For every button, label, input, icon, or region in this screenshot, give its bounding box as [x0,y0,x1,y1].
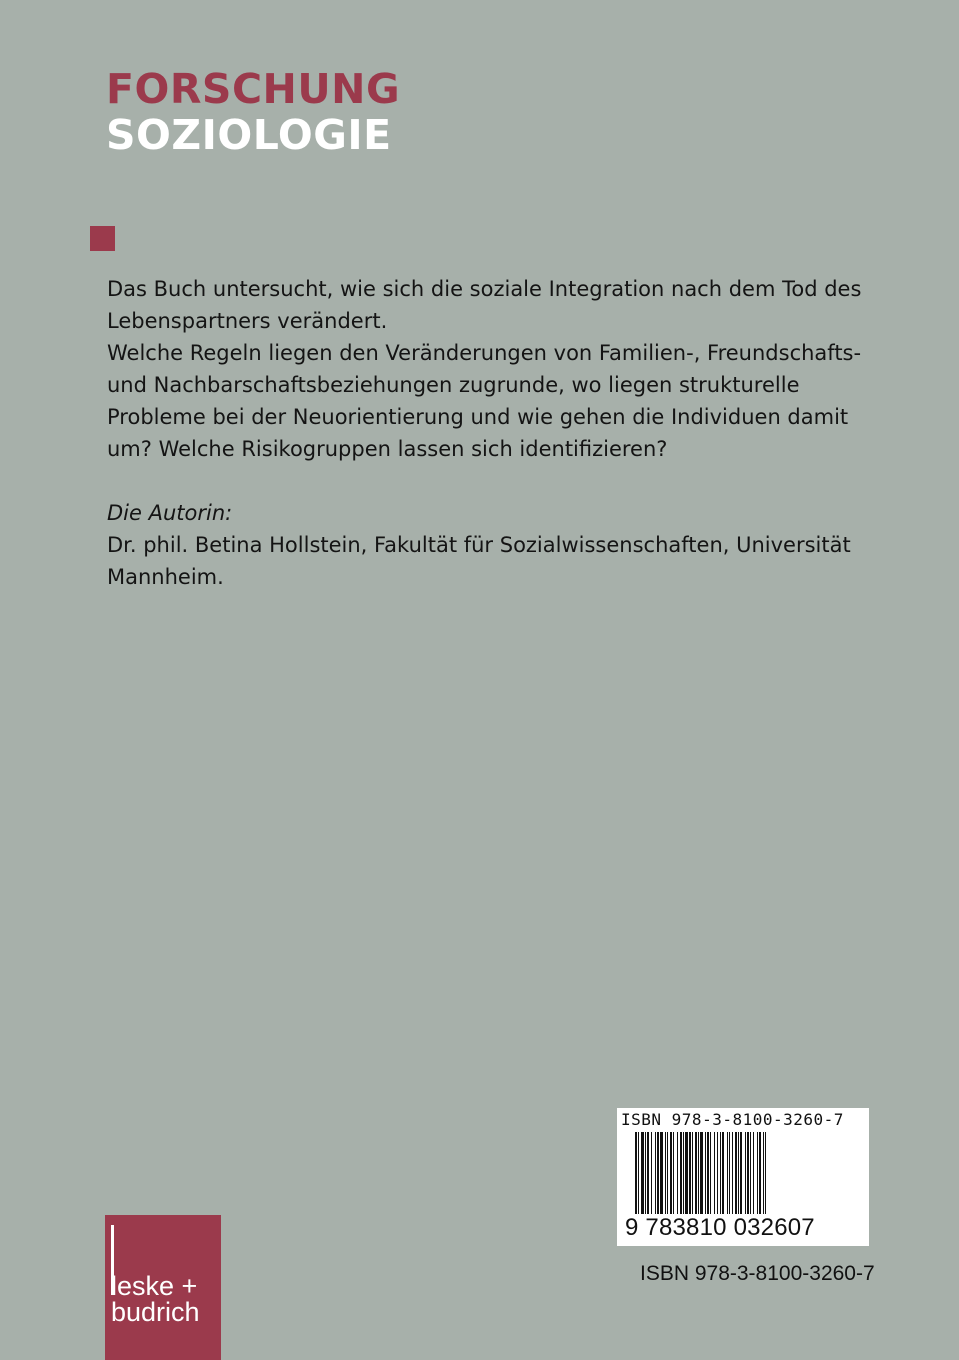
barcode-bar [670,1132,672,1216]
author-section [107,497,887,593]
barcode-bar [714,1132,715,1216]
barcode-bar [722,1132,724,1216]
barcode-bar [698,1132,699,1216]
barcode-bar [673,1132,674,1216]
barcode-bar [657,1132,659,1216]
barcode-bar [660,1132,663,1216]
barcode-bar [757,1132,758,1216]
series-title [106,66,400,158]
barcode-bar [667,1132,668,1216]
barcode-bar [665,1132,666,1216]
barcode-bar [729,1132,730,1216]
barcode-bar [745,1132,746,1216]
barcode-bar [759,1132,761,1216]
barcode-bar [710,1132,711,1216]
barcode-bar [732,1132,733,1216]
blurb-paragraph-2: Welche Regeln liegen den Veränderungen von Familien-, Freundschafts- und Nachbarschaftsbeziehungen zugrunde, wo liegen strukturelle Probleme bei der Neuorientierung und wie gehen die Individuen damit um? Welche Risikogruppen lassen sich identifizieren? [107,341,862,461]
barcode-bar [735,1132,737,1216]
barcode-bar [717,1132,718,1216]
publisher-logo [105,1215,221,1360]
barcode-bar [689,1132,691,1216]
barcode [617,1108,869,1246]
barcode-bar [685,1132,688,1216]
decorative-square [90,226,115,251]
isbn-label: ISBN 978-3-8100-3260-7 [640,1262,875,1285]
barcode-bar [680,1132,682,1216]
barcode-bar [747,1132,749,1216]
author-text: Dr. phil. Betina Hollstein, Fakultät für Sozialwissenschaften, Universität Mannheim. [107,533,851,589]
blurb-paragraph-1: Das Buch untersucht, wie sich die soziale Integration nach dem Tod des Lebenspartners verändert. [107,277,862,333]
barcode-isbn-label: ISBN 978-3-8100-3260-7 [621,1110,844,1129]
barcode-bar [763,1132,764,1216]
author-heading: Die Autorin: [107,501,233,525]
barcode-bar [647,1132,649,1216]
barcode-digits: 9 783810 032607 [625,1214,815,1241]
publisher-logo-text [111,1273,200,1325]
barcode-bar [700,1132,703,1216]
barcode-bar [753,1132,754,1216]
publisher-line1: leske + [111,1271,198,1301]
barcode-bar [740,1132,742,1216]
barcode-bar [645,1132,646,1216]
publisher-line2: budrich [111,1297,200,1327]
barcode-bar [651,1132,652,1216]
series-title-line2: SOZIOLOGIE [106,111,392,159]
barcode-bar [695,1132,697,1216]
barcode-bar [750,1132,751,1216]
barcode-bar [720,1132,721,1216]
barcode-bar [683,1132,684,1216]
barcode-bar [655,1132,656,1216]
barcode-bar [692,1132,693,1216]
barcode-bar [727,1132,728,1216]
book-blurb [107,273,887,465]
barcode-bar [677,1132,678,1216]
barcode-bar [738,1132,739,1216]
series-title-line1: FORSCHUNG [106,65,401,113]
barcode-bar [641,1132,644,1216]
